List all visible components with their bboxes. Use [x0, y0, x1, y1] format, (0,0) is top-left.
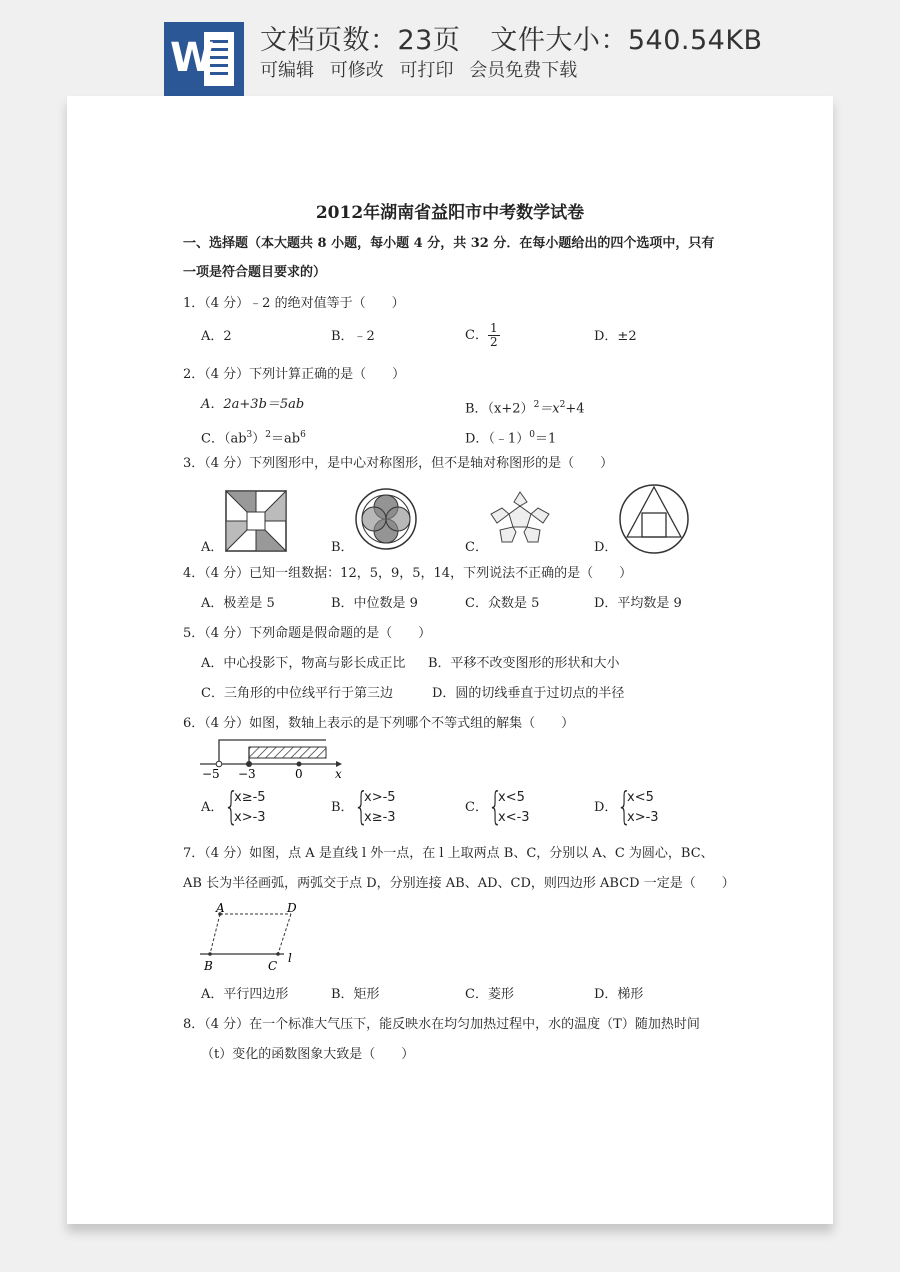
q3-figure-a-pinwheel-square: [225, 490, 287, 552]
fraction-one-half: $\frac{1}{2}$: [489, 321, 498, 349]
q1-option-a: A．2: [201, 329, 232, 344]
axis-label-zero: 0: [295, 767, 303, 781]
q6-option-c-label: C．: [465, 800, 488, 815]
feature-list: [260, 56, 587, 82]
q5-option-a: A．中心投影下，物高与影长成正比: [201, 656, 406, 671]
q1-option-c: C． $\frac{1}{2}$: [465, 321, 498, 349]
q1-option-b: B．﹣2: [331, 329, 375, 344]
q7-option-c: C．菱形: [465, 987, 514, 1002]
axis-label-neg3: −3: [238, 767, 256, 781]
q6-option-d-label: D．: [594, 800, 618, 815]
q3-option-c: C．: [465, 540, 488, 555]
q5-option-c: C．三角形的中位线平行于第三边: [201, 686, 393, 701]
q3-figure-c-pentagon-ring: [488, 490, 552, 552]
feature-modifiable: 可修改: [329, 60, 384, 81]
q3-option-d: D．: [594, 540, 618, 555]
q4-option-d: D．平均数是 9: [594, 596, 682, 611]
line-l-label: l: [288, 951, 292, 965]
word-document-icon: W: [164, 22, 244, 96]
page-count: 文档页数：23页: [260, 25, 461, 56]
axis-label-x: x: [335, 767, 342, 781]
q4-option-c: C．众数是 5: [465, 596, 540, 611]
feature-editable: 可编辑: [260, 60, 314, 81]
feature-printable: 可打印: [399, 60, 454, 81]
q5-stem: 5．（4 分）下列命题是假命题的是（ ）: [183, 626, 432, 641]
feature-member-download: 会员免费下载: [469, 60, 578, 81]
q1-option-d: D．±2: [594, 329, 637, 344]
q4-option-b: B．中位数是 9: [331, 596, 418, 611]
q7-parallelogram-figure: [198, 902, 298, 974]
q3-figure-b-four-petal-circle: [355, 488, 417, 550]
q1-stem: 1．（4 分）﹣2 的绝对值等于（ ）: [183, 296, 405, 311]
q8-stem-line1: 8．（4 分）在一个标准大气压下，能反映水在均匀加热过程中，水的温度（T）随加热时间: [183, 1017, 700, 1032]
section1-heading-line2: 一项是符合题目要求的）: [183, 265, 327, 280]
q4-stem: 4．（4 分）已知一组数据：12，5，9，5，14，下列说法不正确的是（ ）: [183, 566, 633, 581]
q4-option-a: A．极差是 5: [201, 596, 275, 611]
q6-option-a-label: A．: [201, 800, 224, 815]
q2-stem: 2．（4 分）下列计算正确的是（ ）: [183, 367, 406, 382]
q7-stem-line1: 7．（4 分）如图，点 A 是直线 l 外一点，在 l 上取两点 B、C，分别以 A、C 为圆心，BC、: [183, 846, 714, 861]
q2-option-b: B．$(x+2)^2=x^2+4$: [465, 400, 585, 417]
document-header: [0, 0, 900, 96]
file-size: 文件大小：540.54KB: [490, 25, 763, 56]
q6-option-b-label: B．: [331, 800, 354, 815]
q5-option-b: B．平移不改变图形的形状和大小: [428, 656, 620, 671]
q3-option-a: A．: [201, 540, 224, 555]
axis-label-neg5: −5: [202, 767, 220, 781]
section1-heading-line1: 一、选择题（本大题共 8 小题，每小题 4 分，共 32 分．在每小题给出的四个选项中，只有: [183, 236, 715, 251]
q2-option-c: C．$(ab^3)^2=ab^6$: [201, 430, 306, 447]
q6-number-line-figure: [198, 740, 348, 782]
q3-option-b: B．: [331, 540, 354, 555]
point-a-label: A: [216, 901, 225, 915]
document-info: [260, 18, 793, 57]
q2-option-a: A．2a+3b＝5ab: [201, 397, 305, 412]
q3-figure-d-circle-triangle-square: [618, 484, 690, 554]
q7-option-d: D．梯形: [594, 987, 644, 1002]
q7-option-a: A．平行四边形: [201, 987, 289, 1002]
q7-option-b: B．矩形: [331, 987, 380, 1002]
exam-title: 2012年湖南省益阳市中考数学试卷: [315, 203, 585, 223]
q6-stem: 6．（4 分）如图，数轴上表示的是下列哪个不等式组的解集（ ）: [183, 716, 575, 731]
q3-stem: 3．（4 分）下列图形中，是中心对称图形，但不是轴对称图形的是（ ）: [183, 456, 614, 471]
q2-option-d: D．（﹣1）$^0$＝1: [465, 430, 557, 447]
point-d-label: D: [287, 901, 297, 915]
q8-stem-line2: （t）变化的函数图象大致是（ ）: [201, 1047, 415, 1062]
point-c-label: C: [268, 959, 278, 973]
q7-stem-line2: AB 长为半径画弧，两弧交于点 D，分别连接 AB、AD、CD，则四边形 ABCD 一定是（ ）: [183, 876, 735, 891]
point-b-label: B: [204, 959, 213, 973]
q5-option-d: D．圆的切线垂直于过切点的半径: [432, 686, 625, 701]
